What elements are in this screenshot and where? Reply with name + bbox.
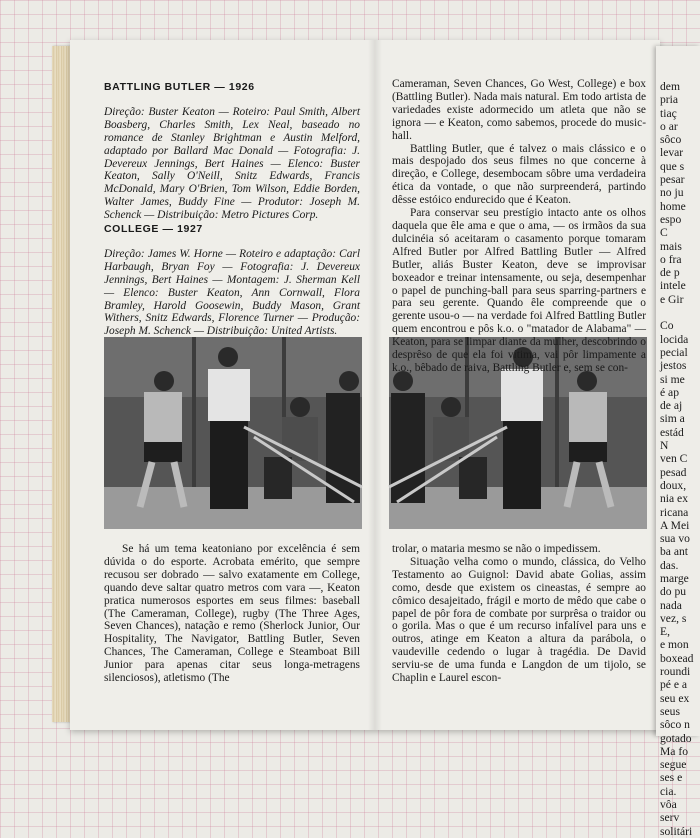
next-page-line: tiaç	[660, 106, 677, 120]
next-page-line: espo	[660, 212, 682, 226]
next-page-line: jestos	[660, 359, 687, 373]
next-page-line: do pu	[660, 585, 687, 599]
next-page-line: marge	[660, 571, 689, 585]
film-heading-college: COLLEGE — 1927	[104, 223, 203, 235]
next-page-line: no ju	[660, 186, 684, 200]
next-page-line: pecial	[660, 345, 688, 359]
body-column-right-top	[392, 78, 646, 375]
next-page-line: si me	[660, 372, 685, 386]
next-page-line: intele	[660, 279, 686, 293]
next-page-line: ba ant	[660, 545, 689, 559]
next-page-line: gotado	[660, 731, 692, 745]
body-paragraph-2: Battling Butler, que é talvez o mais clássico e o mais despojado dos seus filmes no que concerne à direção, e College, desembocam sôbre uma verdadeira ética da vontade, o que não surpreenderá, partindo dêsse estóico endurecido que é Keaton.	[392, 142, 646, 207]
body-paragraph-5: Situação velha como o mundo, clássica, do Velho Testamento ao Guignol: David abate Golias, assim como, desde que existem os cineastas, é sempre ao cômico desajeitado, frágil e morto de mêdo que cabe o papel de pôr fora de combate por surprêsa o traidor ou o gorila. Mas o que é um recurso infalível para uns e outros, atinge em Keaton a altura da parábola, o vaudeville cedendo o lugar à tragédia. De David serviu-se de uma funda e Langdon de um tijolo, se Chaplin e Laurel escon-	[392, 555, 646, 685]
next-page-line: locida	[660, 332, 689, 346]
next-page-line: seus	[660, 704, 680, 718]
next-page-line: sôco n	[660, 718, 690, 732]
next-page-line: nada	[660, 598, 682, 612]
next-page-line: solitári	[660, 824, 693, 838]
next-page-line: ven C	[660, 452, 688, 466]
film-heading-battling-butler: BATTLING BUTLER — 1926	[104, 81, 255, 93]
next-page-line: doux,	[660, 478, 687, 492]
next-page-line: segue	[660, 758, 687, 772]
next-page-line: de p	[660, 266, 680, 280]
film-credits-college: Direção: James W. Horne — Roteiro e adaptação: Carl Harbaugh, Bryan Foy — Fotografia: J. Devereux Jennings, Bert Haines — Montagem: J. Sherman Kell — Elenco: Buster Keaton, Ann Cornwall, Flora Bramley, Harold Goosewin, Buddy Mason, Grant Withers, Snitz Edwards, Florence Turner — Produção: Joseph M. Schenck — Distribuição: United Artists.	[104, 247, 360, 338]
next-page-line: dem	[660, 80, 680, 93]
next-page-line: ses e	[660, 771, 683, 785]
next-page-line: sim a	[660, 412, 685, 426]
next-page-line: de aj	[660, 399, 683, 413]
next-page-line: N	[660, 439, 669, 453]
next-page-line: home	[660, 199, 686, 213]
next-page-line: e mon	[660, 638, 689, 652]
next-page-line: C	[660, 226, 668, 240]
next-page-edge	[656, 46, 700, 838]
next-page-line: é ap	[660, 385, 679, 399]
body-paragraph-sport: Se há um tema keatoniano por excelência é sem dúvida o do esporte. Acrobata emérito, que sempre recusou ser dobrado — salvo exatamente em College, quando deve saltar quatro metros com vara —, Keaton pratica numerosos esportes em seus filmes: baseball (The Cameraman, College), rugby (The Three Ages, Seven Chances), natação e remo (Sherlock Junior, Our Hospitality, The Navigator, Battling Butler, Seven Chances, The Cameraman, College e Steamboat Bill Junior para apenas citar seus longa-metragens silenciosos), atletismo (The	[104, 543, 360, 685]
next-page-line	[656, 306, 700, 319]
body-paragraph-4: trolar, o mataria mesmo se não o impedissem.	[392, 543, 601, 555]
next-page-line: o fra	[660, 252, 682, 266]
next-page-line: ricana	[660, 505, 689, 519]
next-page-line: levar	[660, 146, 684, 160]
credits-block-battling-butler	[104, 81, 360, 222]
boxing-photo-left	[104, 337, 362, 529]
next-page-line: Co	[660, 319, 674, 333]
next-page-line: pé e a	[660, 678, 688, 692]
next-page-line: sôco	[660, 133, 682, 147]
next-page-line: vôa	[660, 798, 677, 812]
next-page-line: E,	[660, 625, 670, 639]
book-page-edges	[52, 46, 72, 722]
next-page-line: seu ex	[660, 691, 690, 705]
body-column-left	[104, 543, 360, 685]
next-page-line: vez, s	[660, 611, 687, 625]
next-page-line: A Mei	[660, 518, 690, 532]
body-paragraph-1: Cameraman, Seven Chances, Go West, College) e box (Battling Butler). Nada mais natural. Em todo artista de variedades existe adormecido um atleta que não se ignora — e Keaton, como sabemos, procede do music-hall.	[392, 78, 646, 142]
credits-block-college	[104, 223, 360, 338]
next-page-line: Ma fo	[660, 744, 689, 758]
next-page-line: serv	[660, 811, 680, 825]
next-page-line: que s	[660, 159, 685, 173]
film-credits-battling-butler: Direção: Buster Keaton — Roteiro: Paul Smith, Albert Boasberg, Charles Smith, Lex Neal, baseado no romance de Stanley Brightman e Austin Melford, adaptado por Ballard Mac Donald — Fotografia: J. Devereux Jennings, Bert Haines — Elenco: Buster Keaton, Sally O'Neill, Snitz Edwards, Francis McDonald, Mary O'Brien, Tom Wilson, Eddie Borden, Walter James, Buddy Fine — Produtor: Joseph M. Schenck — Distribuição: Metro Pictures Corp.	[104, 105, 360, 222]
next-page-line: pesar	[660, 173, 685, 187]
next-page-line: pesad	[660, 465, 687, 479]
next-page-line: sua vo	[660, 532, 690, 546]
next-page-line: cia.	[660, 784, 677, 798]
next-page-line: e Gir	[660, 292, 684, 306]
body-paragraph-3: Para conservar seu prestígio intacto ante os olhos daquela que êle ama e que o ama, — os irmãos da sua dulcinéia só aceitaram o casamento porque tomaram Alfred Butler por Alfred Battling Butler — Alfred Butler, aliás Buster Keaton, deve se improvisar boxeador e treinar intensamente, ou seja, desempenhar o papel de punching-ball para seus sparring-partners e para seu gerente. Quando êle compreende que o gerente usou-o — na verdade foi Alfred Battling Butler quem encontrou e pôs k.o. o "matador de Alabama" — Keaton, para se limpar diante da mulher, descobrindo o desprêso de que ela foi vítima, vai pôr limpamente a k.o., bêbado de raiva, Battling Butler e, sem se con-	[392, 207, 646, 374]
next-page-line: roundi	[660, 665, 691, 679]
body-column-right-bottom	[392, 543, 646, 685]
next-page-line: das.	[660, 558, 679, 572]
next-page-line: o ar	[660, 119, 678, 133]
next-page-line: estád	[660, 425, 684, 439]
next-page-line: nia ex	[660, 492, 689, 506]
page-gutter	[368, 40, 382, 730]
next-page-line: pria	[660, 93, 679, 107]
next-page-text	[656, 46, 700, 838]
next-page-line: boxead	[660, 651, 694, 665]
next-page-line: mais	[660, 239, 682, 253]
